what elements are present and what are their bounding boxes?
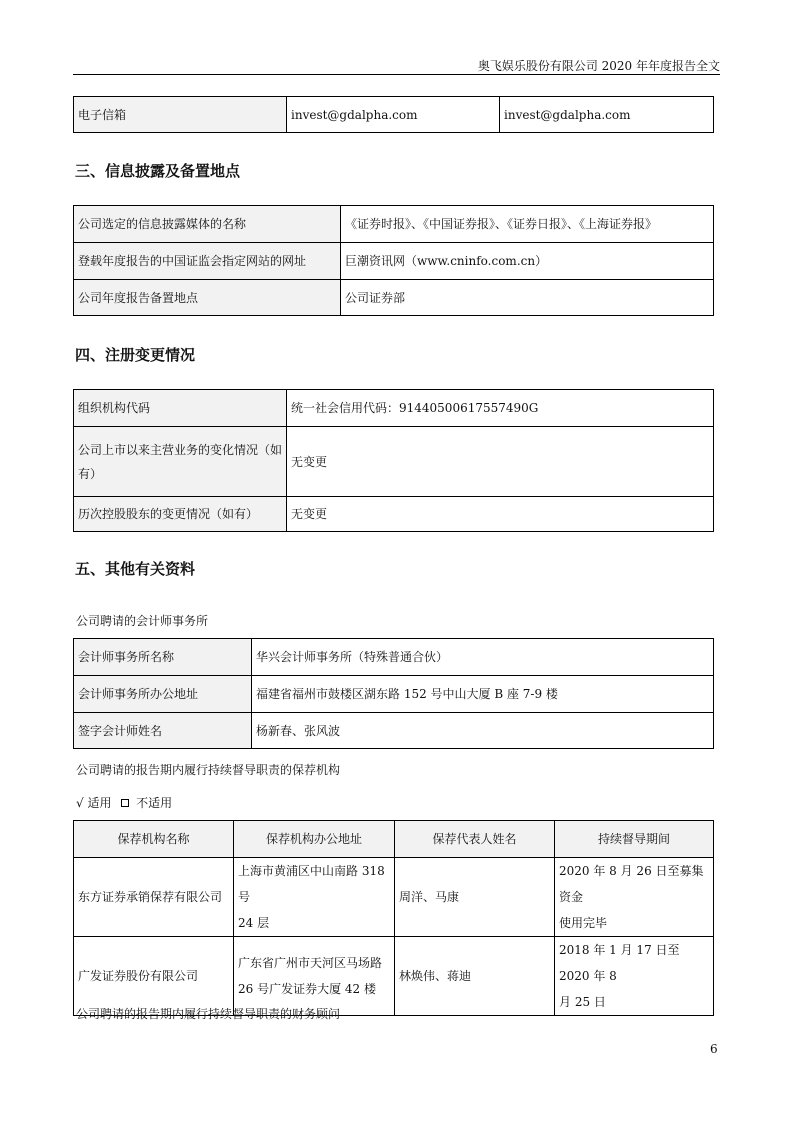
shareholder-change-value: 无变更: [287, 497, 714, 532]
table-row: [74, 858, 714, 937]
applicable-line: [76, 794, 172, 811]
email-table: [73, 96, 714, 133]
email-value-1: invest@gdalpha.com: [287, 97, 500, 133]
shareholder-change-label: 历次控股股东的变更情况（如有）: [74, 497, 287, 532]
sponsor-period-line1: 2018 年 1 月 17 日至 2020 年 8: [559, 943, 680, 983]
sponsor-intro: 公司聘请的报告期内履行持续督导职责的保荐机构: [76, 763, 341, 777]
sponsor-header-address: 保荐机构办公地址: [234, 821, 395, 858]
accountant-signer-value: 杨新春、张风波: [252, 713, 714, 749]
sponsor-address-line2: 26 号广发证券大厦 42 楼: [238, 982, 376, 996]
section-5-title: 五、其他有关资料: [75, 560, 196, 578]
accountant-address-value: 福建省福州市鼓楼区湖东路 152 号中山大厦 B 座 7-9 楼: [252, 676, 714, 713]
sponsor-period-line2: 使用完毕: [559, 916, 608, 930]
org-code-value: 统一社会信用代码：91440500617557490G: [287, 390, 714, 427]
accountant-name-value: 华兴会计师事务所（特殊普通合伙）: [252, 639, 714, 676]
sponsor-period: [555, 937, 714, 1016]
filing-location-value: 公司证券部: [341, 280, 714, 316]
website-label: 登载年度报告的中国证监会指定网站的网址: [74, 243, 341, 280]
disclosure-media-value: 《证券时报》、《中国证券报》、《证券日报》、《上海证券报》: [341, 206, 714, 243]
sponsor-address: [234, 858, 395, 937]
accountant-name-label: 会计师事务所名称: [74, 639, 252, 676]
section-3-title: 三、信息披露及备置地点: [75, 162, 241, 180]
business-change-label: [74, 427, 287, 497]
sponsor-address-line1: 广东省广州市天河区马场路: [238, 956, 383, 970]
accountant-address-label: 会计师事务所办公地址: [74, 676, 252, 713]
sponsor-period-line2: 月 25 日: [559, 995, 606, 1009]
section-4-title: 四、注册变更情况: [75, 346, 196, 364]
table-row: [74, 937, 714, 1016]
sponsor-address: [234, 937, 395, 1016]
accountant-intro: 公司聘请的会计师事务所: [76, 614, 209, 628]
sponsor-name: 东方证券承销保荐有限公司: [74, 858, 234, 937]
check-mark: √: [76, 796, 84, 810]
email-value-2: invest@gdalpha.com: [500, 97, 714, 133]
report-header-title: 奥飞娱乐股份有限公司 2020 年年度报告全文: [477, 59, 720, 73]
sponsor-period: [555, 858, 714, 937]
not-applicable-label: 不适用: [136, 796, 173, 810]
advisor-intro: 公司聘请的报告期内履行持续督导职责的财务顾问: [76, 1007, 341, 1021]
business-change-label-line2: 有）: [78, 466, 103, 481]
applicable-label: 适用: [87, 796, 112, 810]
org-code-label: 组织机构代码: [74, 390, 287, 427]
registration-table: [73, 389, 714, 532]
unchecked-box-icon: [121, 799, 129, 807]
business-change-label-line1: 公司上市以来主营业务的变化情况（如: [78, 442, 283, 457]
page-number: 6: [710, 1042, 718, 1056]
disclosure-media-label: 公司选定的信息披露媒体的名称: [74, 206, 341, 243]
sponsor-address-line2: 24 层: [238, 916, 270, 930]
accountant-table: [73, 638, 714, 749]
sponsor-header-name: 保荐机构名称: [74, 821, 234, 858]
business-change-value: 无变更: [287, 427, 714, 497]
sponsor-header-period: 持续督导期间: [555, 821, 714, 858]
sponsor-reps: 林焕伟、蒋迪: [395, 937, 555, 1016]
sponsor-table: [73, 820, 714, 1016]
filing-location-label: 公司年度报告备置地点: [74, 280, 341, 316]
sponsor-reps: 周洋、马康: [395, 858, 555, 937]
sponsor-header-reps: 保荐代表人姓名: [395, 821, 555, 858]
disclosure-table: [73, 205, 714, 316]
website-value: 巨潮资讯网（www.cninfo.com.cn）: [341, 243, 714, 280]
sponsor-name: 广发证券股份有限公司: [74, 937, 234, 1016]
email-label: 电子信箱: [74, 97, 287, 133]
header-rule: [73, 74, 720, 75]
accountant-signer-label: 签字会计师姓名: [74, 713, 252, 749]
sponsor-period-line1: 2020 年 8 月 26 日至募集资金: [559, 864, 704, 904]
sponsor-address-line1: 上海市黄浦区中山南路 318 号: [238, 864, 385, 904]
